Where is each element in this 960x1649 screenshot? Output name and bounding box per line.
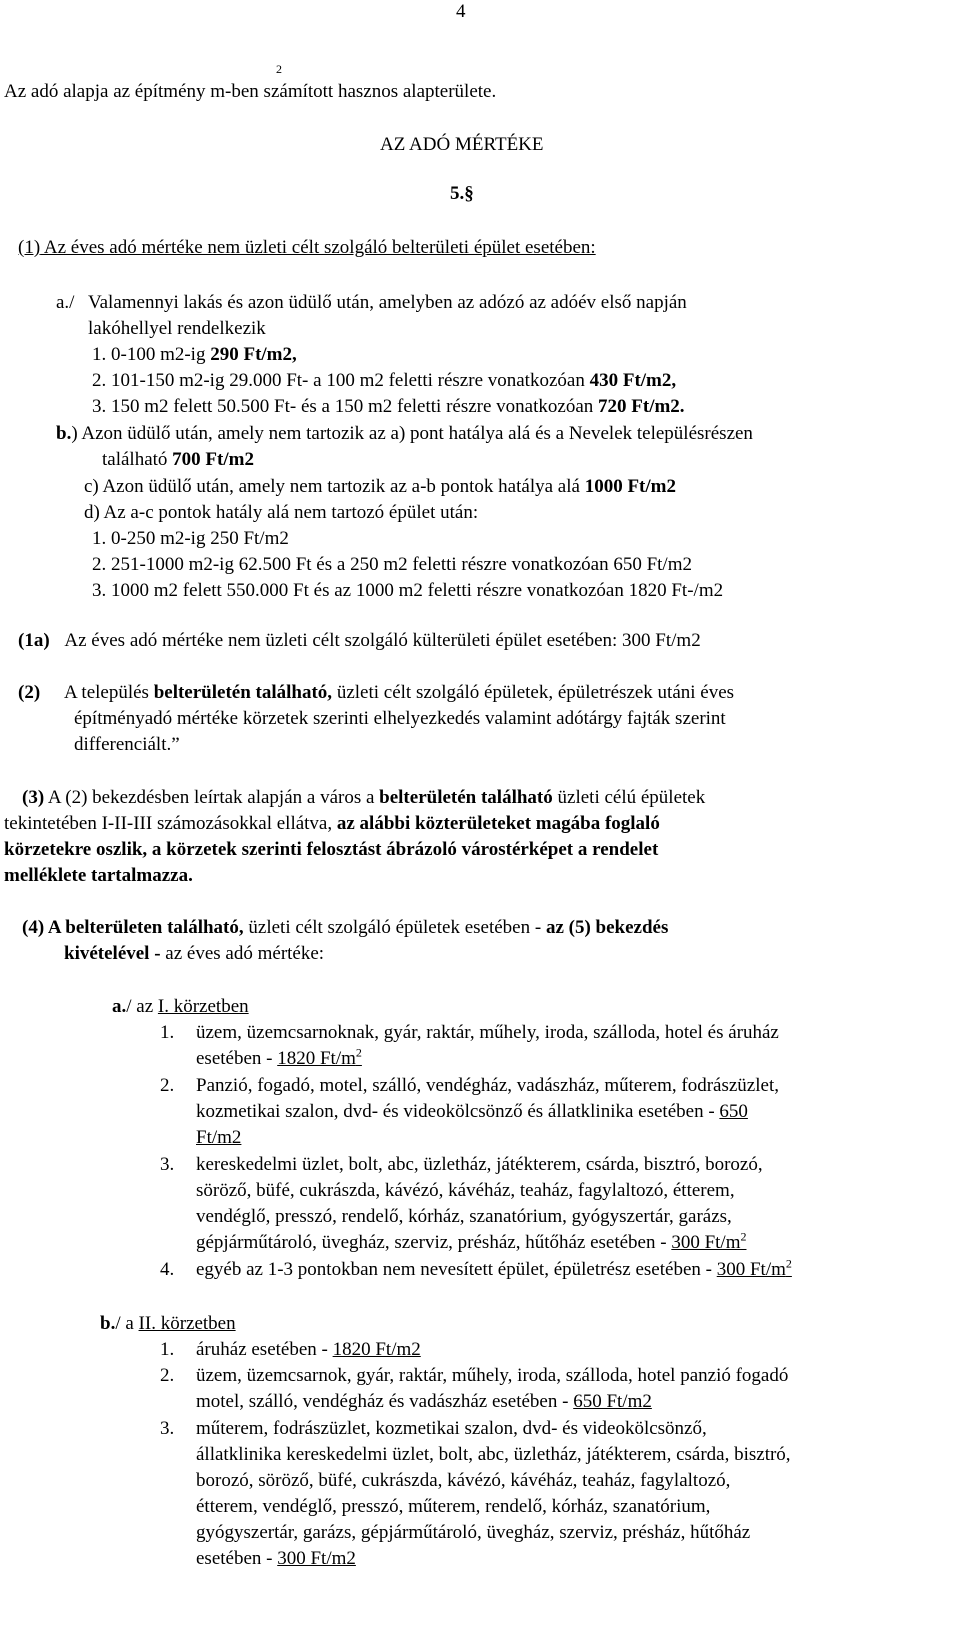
paragraph-1-heading	[18, 234, 596, 261]
paragraph-3-text-1b: üzleti célú épületek	[552, 787, 706, 808]
zone-a-item-3-line-4	[196, 1229, 746, 1256]
item-b-label: b.	[56, 423, 72, 444]
item-a-2-rate: 430 Ft/m2,	[589, 370, 677, 391]
paragraph-4-text-2: az éves adó mértéke:	[160, 943, 325, 964]
item-a-2-text: 2. 101-150 m2-ig 29.000 Ft- a 100 m2 feletti részre vonatkozóan	[92, 370, 590, 391]
paragraph-3-label: (3)	[22, 787, 45, 808]
zone-a-item-2-text: kozmetikai szalon, dvd- és videokölcsönző és állatklinika esetében -	[196, 1101, 720, 1122]
item-a-3	[92, 393, 685, 420]
section-number: 5.§	[450, 183, 474, 204]
item-a-1	[92, 341, 297, 368]
item-b-text-2: található	[102, 449, 173, 470]
zone-a-item-4-line-1	[196, 1256, 792, 1283]
zone-b-item-3-line-6	[196, 1545, 356, 1572]
zone-b-label: b.	[100, 1313, 116, 1334]
zone-a-item-4-num: 4.	[160, 1259, 175, 1280]
zone-a-label: a.	[112, 996, 127, 1017]
zone-b-item-1-num: 1.	[160, 1339, 175, 1360]
paragraph-4-bold-3: kivételével -	[64, 943, 161, 964]
zone-b-item-2-num: 2.	[160, 1365, 175, 1386]
item-a-1-rate: 290 Ft/m2,	[210, 344, 297, 365]
zone-b-item-2-text: motel, szálló, vendégház és vadászház esetében -	[196, 1391, 574, 1412]
zone-a-heading	[112, 993, 249, 1020]
item-a-line-1: Valamennyi lakás és azon üdülő után, amelyben az adózó az adóév első napján	[88, 292, 687, 313]
item-a-2	[92, 367, 676, 394]
zone-b-item-1-rate: 1820 Ft/m2	[332, 1339, 421, 1360]
zone-b-item-2-rate: 650 Ft/m2	[573, 1391, 652, 1412]
paragraph-3-line-3: körzetekre oszlik, a körzetek szerinti felosztást ábrázoló várostérképet a rendelet	[4, 839, 659, 860]
paragraph-2-line-2: építményadó mértéke körzetek szerinti elhelyezkedés valamint adótárgy fajták szerint	[74, 708, 726, 729]
paragraph-4-text-1: üzleti célt szolgáló épületek esetében -	[243, 917, 546, 938]
paragraph-2-line-1	[64, 679, 912, 706]
paragraph-3-line-1	[22, 784, 912, 811]
zone-b-item-1-line-1	[196, 1336, 421, 1363]
paragraph-4-line-1	[22, 914, 668, 941]
zone-a-item-3-line-3: vendéglő, presszó, rendelő, kórház, szanatórium, gyógyszertár, garázs,	[196, 1206, 732, 1227]
item-b-rate: 700 Ft/m2	[172, 449, 254, 470]
zone-a-item-2-num: 2.	[160, 1075, 175, 1096]
zone-a-item-1-text: esetében -	[196, 1048, 278, 1069]
paragraph-1a-text: Az éves adó mértéke nem üzleti célt szolgáló külterületi épület esetében: 300 Ft/m2	[64, 630, 701, 651]
item-d: d) Az a-c pontok hatály alá nem tartozó épület után:	[84, 502, 479, 523]
zone-a-item-1-num: 1.	[160, 1022, 175, 1043]
zone-b-heading	[100, 1310, 236, 1337]
item-d-3: 3. 1000 m2 felett 550.000 Ft és az 1000 m2 feletti részre vonatkozóan 1820 Ft-/m2	[92, 580, 724, 601]
paragraph-4-bold-2: az (5) bekezdés	[545, 917, 669, 938]
zone-b-label-rest: / a	[115, 1313, 139, 1334]
paragraph-4-bold-1: belterületen található,	[65, 917, 244, 938]
zone-a-item-3-rate: 300 $Ft/m^2$	[671, 1229, 747, 1253]
paragraph-1a	[18, 627, 701, 654]
zone-a-item-1-line-1: üzem, üzemcsarnoknak, gyár, raktár, műhely, iroda, szálloda, hotel és áruház	[196, 1022, 779, 1043]
item-a-1-text: 1. 0-100 m2-ig	[92, 344, 211, 365]
intro-text-after: -ben számított hasznos alapterülete.	[225, 81, 497, 102]
item-d-2: 2. 251-1000 m2-ig 62.500 Ft és a 250 m2 feletti részre vonatkozóan 650 Ft/m2	[92, 554, 692, 575]
zone-b-item-2-line-2	[196, 1388, 652, 1415]
zone-b-item-3-rate: 300 Ft/m2	[277, 1548, 356, 1569]
paragraph-4-label: (4) A	[22, 917, 66, 938]
paragraph-2-text-1: A település	[64, 682, 154, 703]
zone-a-item-3-num: 3.	[160, 1154, 175, 1175]
item-b-text: ) Azon üdülő után, amely nem tartozik az a) pont hatálya alá és a Nevelek településrészen	[71, 423, 753, 444]
zone-b-item-3-text: esetében -	[196, 1548, 278, 1569]
paragraph-3-text-1: A (2) bekezdésben leírtak alapján a város a	[44, 787, 380, 808]
zone-a-item-1-rate: 1820 $Ft/m^2$	[277, 1045, 362, 1069]
zone-b-item-3-num: 3.	[160, 1418, 175, 1439]
zone-a-item-3-line-1: kereskedelmi üzlet, bolt, abc, üzletház, játékterem, csárda, bisztró, borozó,	[196, 1154, 763, 1175]
zone-b-item-3-line-5: gyógyszertár, garázs, gépjárműtároló, üvegház, szerviz, présház, hűtőház	[196, 1522, 751, 1543]
item-a-3-text: 3. 150 m2 felett 50.500 Ft- és a 150 m2 feletti részre vonatkozóan	[92, 396, 599, 417]
zone-b-item-2-line-1: üzem, üzemcsarnok, gyár, raktár, műhely, iroda, szálloda, hotel panzió fogadó	[196, 1365, 789, 1386]
zone-a-item-3-text: gépjárműtároló, üvegház, szerviz, présház, hűtőház esetében -	[196, 1232, 672, 1253]
zone-a-item-3-rate-sup: 2	[740, 1229, 747, 1244]
intro-text-before: Az adó alapja az építmény m	[4, 81, 226, 102]
paragraph-1a-label: (1a)	[18, 630, 50, 651]
paragraph-3-text-2: tekintetében I-II-III számozásokkal ellátva,	[4, 813, 337, 834]
paragraph-3-bold-2: az alábbi közterületeket magába foglaló	[336, 813, 660, 834]
item-a-3-rate: 720 Ft/m2.	[598, 396, 685, 417]
paragraph-2-label: (2)	[18, 682, 41, 703]
paragraph-1-label: (1)	[18, 237, 41, 258]
zone-a-item-2-line-3	[196, 1124, 241, 1151]
zone-a-item-4-rate: 300 $Ft/m^2$	[716, 1256, 792, 1280]
paragraph-2-line-3: differenciált.”	[74, 734, 180, 755]
page-number: 4	[456, 1, 466, 22]
item-c	[84, 473, 676, 500]
paragraph-3-line-2	[4, 810, 912, 837]
zone-a-item-2-unit: Ft/m2	[196, 1127, 242, 1148]
zone-a-item-2-rate: 650	[719, 1101, 748, 1122]
zone-b-item-1-text: áruház esetében -	[196, 1339, 333, 1360]
zone-a-item-2-line-1: Panzió, fogadó, motel, szálló, vendégház, vadászház, műterem, fodrászüzlet,	[196, 1075, 779, 1096]
zone-a-item-3-line-2: söröző, büfé, cukrászda, kávézó, kávéház, teaház, fagylaltozó, étterem,	[196, 1180, 735, 1201]
paragraph-2-text-1-rest: üzleti célt szolgáló épületek, épületrészek utáni éves	[332, 682, 735, 703]
zone-a-item-4-text: egyéb az 1-3 pontokban nem nevesített épület, épületrész esetében -	[196, 1259, 717, 1280]
zone-b-item-3-line-2: állatklinika kereskedelmi üzlet, bolt, abc, üzletház, játékterem, csárda, bisztró,	[196, 1444, 791, 1465]
item-a-line-2: lakóhellyel rendelkezik	[88, 318, 266, 339]
zone-a-item-4-rate-sup: 2	[785, 1256, 792, 1271]
zone-a-item-1-line-2	[196, 1045, 362, 1072]
item-b-line-2	[102, 446, 254, 473]
intro-text	[4, 78, 496, 105]
item-d-1: 1. 0-250 m2-ig 250 Ft/m2	[92, 528, 289, 549]
intro-superscript: 2	[276, 62, 282, 76]
paragraph-2-bold: belterületén található,	[153, 682, 333, 703]
section-title: AZ ADÓ MÉRTÉKE	[380, 134, 544, 155]
paragraph-4-line-2	[64, 940, 324, 967]
zone-a-label-rest: / az	[126, 996, 158, 1017]
item-c-text: c) Azon üdülő után, amely nem tartozik az a-b pontok hatálya alá	[84, 476, 585, 497]
zone-b-item-3-line-4: étterem, vendéglő, presszó, műterem, rendelő, kórház, szanatórium,	[196, 1496, 711, 1517]
item-b-line-1	[56, 420, 753, 447]
paragraph-3-bold-1: belterületén található	[379, 787, 553, 808]
item-c-rate: 1000 Ft/m2	[584, 476, 676, 497]
zone-b-name: II. körzetben	[138, 1313, 236, 1334]
zone-b-item-3-line-1: műterem, fodrászüzlet, kozmetikai szalon, dvd- és videokölcsönző,	[196, 1418, 707, 1439]
zone-a-item-2-line-2	[196, 1098, 748, 1125]
zone-b-item-3-line-3: borozó, söröző, büfé, cukrászda, kávézó, kávéház, teaház, fagylaltozó,	[196, 1470, 731, 1491]
zone-a-item-1-rate-sup: 2	[355, 1045, 362, 1060]
paragraph-1-heading-text: Az éves adó mértéke nem üzleti célt szolgáló belterületi épület esetében:	[40, 237, 596, 258]
zone-a-name: I. körzetben	[157, 996, 249, 1017]
paragraph-3-line-4: melléklete tartalmazza.	[4, 865, 193, 886]
item-a-label: a./	[56, 292, 75, 313]
